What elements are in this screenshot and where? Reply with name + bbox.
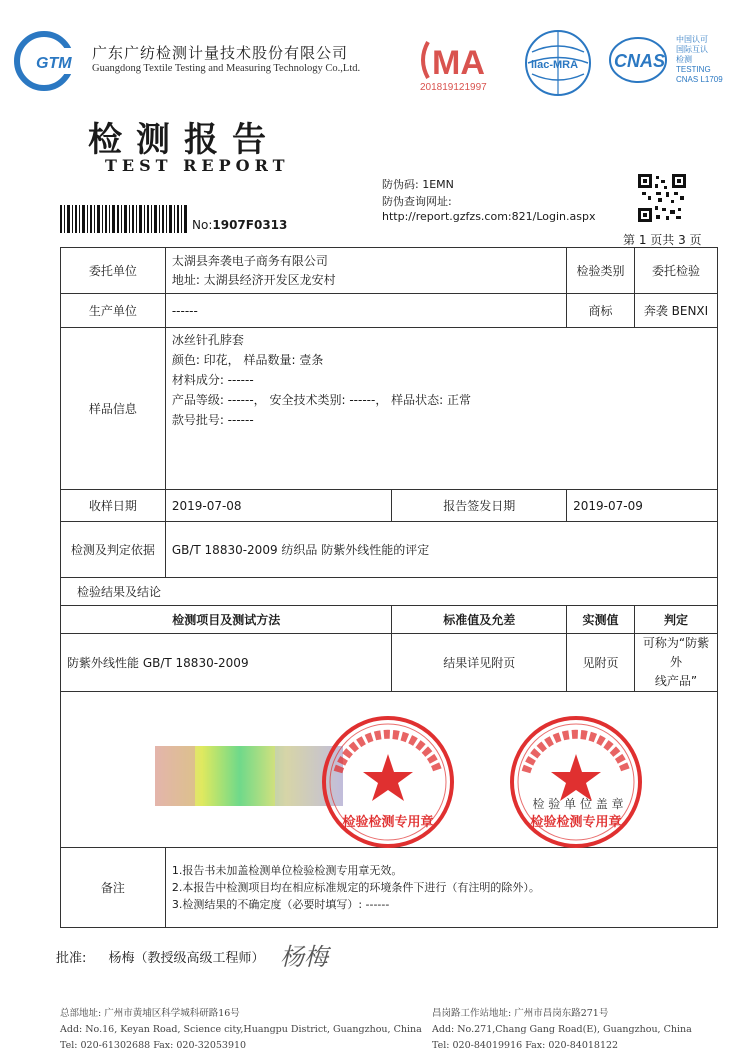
receive-date-label: 收样日期 xyxy=(61,490,166,522)
svg-text:GTM: GTM xyxy=(36,55,72,72)
remark-line: 1.报告书未加盖检测单位检验检测专用章无效。 xyxy=(171,864,403,877)
svg-text:中国认可: 中国认可 xyxy=(676,35,708,44)
col-standard: 标准值及允差 xyxy=(392,606,567,634)
approver-name: 杨梅（教授级高级工程师） xyxy=(108,951,265,966)
row-judgement-line: 线产品” xyxy=(654,674,698,688)
cnas-mark xyxy=(608,30,728,88)
footer-branch-address-cn: 昌岗路工作站地址: 广州市昌岗东路271号 xyxy=(432,1008,609,1019)
svg-text:检验检测专用章: 检验检测专用章 xyxy=(530,815,622,830)
page-info: 第 1 页共 3 页 xyxy=(623,233,702,247)
qr-code xyxy=(638,174,686,222)
approval xyxy=(56,947,265,966)
company-name-en: Guangdong Textile Testing and Measuring Technology Co.,Ltd. xyxy=(92,63,361,74)
svg-text:检 验 单 位 盖 章: 检 验 单 位 盖 章 xyxy=(532,797,624,811)
results-data-row xyxy=(61,634,718,692)
dates-row xyxy=(61,490,718,522)
results-columns-row xyxy=(61,606,718,634)
company-name-cn: 广东广纺检测计量技术股份有限公司 xyxy=(92,44,349,62)
svg-text:CNAS: CNAS xyxy=(614,51,666,71)
row-item: 防紫外线性能 GB/T 18830-2009 xyxy=(61,634,392,692)
barcode xyxy=(60,205,188,233)
footer-branch-contact: Tel: 020-84019916 Fax: 020-84018122 xyxy=(432,1040,619,1051)
client-address: 地址: 太湖县经济开发区龙安村 xyxy=(171,272,336,287)
svg-text:MA: MA xyxy=(432,44,485,82)
approval-label: 批准: xyxy=(56,951,87,966)
client-name: 太湖县奔袭电子商务有限公司 xyxy=(171,253,328,268)
svg-text:TESTING: TESTING xyxy=(676,65,711,74)
producer-label: 生产单位 xyxy=(61,294,166,328)
client-info xyxy=(165,248,566,294)
brand-value: 奔袭 BENXI xyxy=(635,294,718,328)
row-measured: 见附页 xyxy=(567,634,635,692)
sample-line: 冰丝针孔脖套 xyxy=(171,333,244,347)
svg-text:检验检测专用章: 检验检测专用章 xyxy=(342,815,434,830)
sample-line: 材料成分: ------ xyxy=(171,373,254,387)
company-logo xyxy=(12,30,80,92)
results-header-row xyxy=(61,578,718,606)
sample-info xyxy=(165,328,717,490)
col-judgement: 判定 xyxy=(635,606,718,634)
sample-line: 产品等级: ------， 安全技术类别: ------， 样品状态: 正常 xyxy=(171,393,471,407)
title-cn: 检测报告 xyxy=(88,120,280,160)
remark-line: 2.本报告中检测项目均在相应标准规定的环境条件下进行（有注明的除外）。 xyxy=(171,881,540,894)
sample-label: 样品信息 xyxy=(61,328,166,490)
fabric-sample-image xyxy=(155,742,343,808)
official-stamp-right xyxy=(506,712,646,852)
report-number: No:1907F0313 xyxy=(192,218,288,232)
client-row xyxy=(61,248,718,294)
basis-row xyxy=(61,522,718,578)
sample-line: 颜色: 印花， 样品数量: 壹条 xyxy=(171,353,324,367)
remark-line: 3.检测结果的不确定度（必要时填写）: ------ xyxy=(171,898,390,911)
issue-date: 2019-07-09 xyxy=(567,490,718,522)
remarks-content xyxy=(165,848,717,928)
query-url[interactable]: http://report.gzfzs.com:821/Login.aspx xyxy=(382,210,596,223)
ilac-mra-mark xyxy=(518,28,598,98)
inspect-type-label: 检验类别 xyxy=(567,248,635,294)
svg-text:杨梅: 杨梅 xyxy=(280,943,328,971)
svg-text:CNAS L1709: CNAS L1709 xyxy=(676,75,723,84)
row-judgement xyxy=(635,634,718,692)
basis-value: GB/T 18830-2009 纺织品 防紫外线性能的评定 xyxy=(165,522,717,578)
title-en: TEST REPORT xyxy=(105,156,290,175)
col-measured: 实测值 xyxy=(567,606,635,634)
svg-text:ilac-MRA: ilac-MRA xyxy=(531,59,579,71)
remarks-label: 备注 xyxy=(61,848,166,928)
row-judgement-line: 可称为“防紫外 xyxy=(642,636,710,669)
footer-branch xyxy=(432,1006,692,1054)
results-label: 检验结果及结论 xyxy=(61,578,718,606)
footer-hq xyxy=(60,1006,422,1054)
sample-row xyxy=(61,328,718,490)
anti-fake-code: 防伪码: 1EMN xyxy=(382,178,454,191)
query-label: 防伪查询网址: xyxy=(382,195,452,208)
cma-number: 201819121997 xyxy=(420,82,487,93)
sample-line: 款号批号: ------ xyxy=(171,413,254,427)
client-label: 委托单位 xyxy=(61,248,166,294)
issue-date-label: 报告签发日期 xyxy=(392,490,567,522)
handwritten-signature xyxy=(278,937,348,973)
footer-branch-address-en: Add: No.271,Chang Gang Road(E), Guangzhou, China xyxy=(432,1024,692,1035)
inspect-type-value: 委托检验 xyxy=(635,248,718,294)
footer-hq-contact: Tel: 020-61302688 Fax: 020-32053910 xyxy=(60,1040,247,1051)
brand-label: 商标 xyxy=(567,294,635,328)
receive-date: 2019-07-08 xyxy=(165,490,392,522)
col-item: 检测项目及测试方法 xyxy=(61,606,392,634)
producer-row xyxy=(61,294,718,328)
official-stamp-left xyxy=(318,712,458,852)
row-standard: 结果详见附页 xyxy=(392,634,567,692)
basis-label: 检测及判定依据 xyxy=(61,522,166,578)
remarks-row xyxy=(61,848,718,928)
producer-value: ------ xyxy=(165,294,566,328)
footer-hq-address-en: Add: No.16, Keyan Road, Science city,Huangpu District, Guangzhou, China xyxy=(60,1024,422,1035)
footer-hq-address-cn: 总部地址: 广州市黄埔区科学城科研路16号 xyxy=(60,1008,240,1019)
svg-text:检测: 检测 xyxy=(676,55,692,64)
svg-text:国际互认: 国际互认 xyxy=(676,45,708,54)
